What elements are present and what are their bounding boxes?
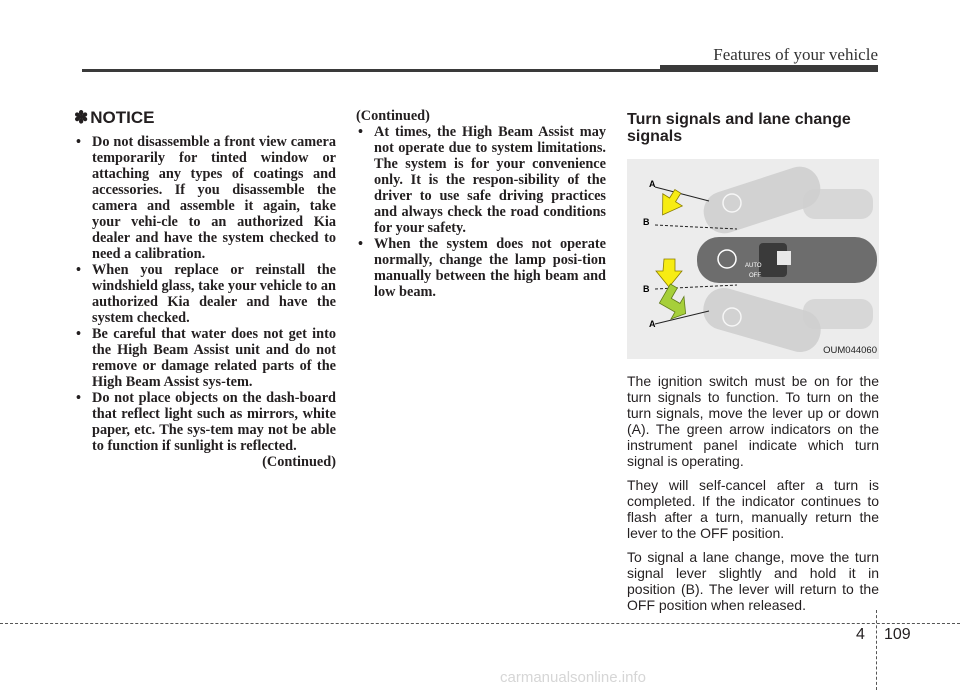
cross-star-icon: ✽ [74,108,89,127]
continued-label: (Continued) [262,454,336,470]
notice-title: NOTICE [90,108,155,127]
page-number: 109 [884,626,911,643]
turn-signal-figure [627,159,879,359]
page-chapter: 4 [856,626,865,643]
notice-list-continued [356,124,606,300]
notice-item: • When you replace or reinstall the windshield glass, take your vehicle to an authorized Kia dealer and have the system checked. [74,262,336,326]
notice-item: • When the system does not operate normally, change the lamp posi-tion manually between the high beam and low beam. [356,236,606,300]
lever-off-text: OFF [749,273,761,279]
label-a-top: A [649,179,656,189]
footer-rule [0,623,960,624]
notice-item: • At times, the High Beam Assist may not operate due to system limitations. The system is for your convenience only. It is the respon-sibility of the driver to use safe driving practices and always check the road conditions for your safety. [356,124,606,236]
notice-item: • Be careful that water does not get into the High Beam Assist unit and do not remove or damage related parts of the High Beam Assist sys-tem. [74,326,336,390]
lever-auto-text: AUTO [745,263,762,269]
notice-heading [74,110,336,126]
lever-neutral-position [697,237,877,283]
header-title: Features of your vehicle [713,45,878,64]
paragraph: To signal a lane change, move the turn signal lever slightly and hold it in position (B). The lever will return to the OFF position when released. [627,549,879,613]
notice-column-1 [74,110,336,470]
watermark: carmanualsonline.info [500,669,646,686]
continued-start-label: (Continued) [356,108,430,124]
label-b-bottom: B [643,284,650,294]
turn-signal-lever-illustration [627,159,879,359]
notice-list [74,134,336,454]
label-b-top: B [643,217,650,227]
turn-signal-section [627,111,879,621]
arrow-down-curved-icon [655,284,694,324]
paragraph: They will self-cancel after a turn is completed. If the indicator continues to flash after a turn, manually return the lever to the OFF position. [627,477,879,541]
paragraph: The ignition switch must be on for the turn signals to function. To turn on the turn signals, move the lever up or down (A). The green arrow indicators on the instrument panel indicate which turn signal is operating. [627,373,879,469]
figure-caption: OUM044060 [823,345,877,356]
notice-item: • Do not disassemble a front view camera temporarily for tinted window or attaching any types of coatings and accessories. If you disassemble the camera and assemble it again, take your vehi-cle to an authorized Kia dealer and have the system checked to need a calibration. [74,134,336,262]
header-rule [82,69,878,72]
footer-divider [876,610,877,690]
notice-item: • Do not place objects on the dash-board that reflect light such as mirrors, white paper, etc. The sys-tem may not be able to function if sunlight is reflected. [74,390,336,454]
arrow-down-icon [656,259,682,287]
section-title: Turn signals and lane change signals [627,111,851,145]
notice-column-2 [356,108,606,300]
label-a-bottom: A [649,319,656,329]
